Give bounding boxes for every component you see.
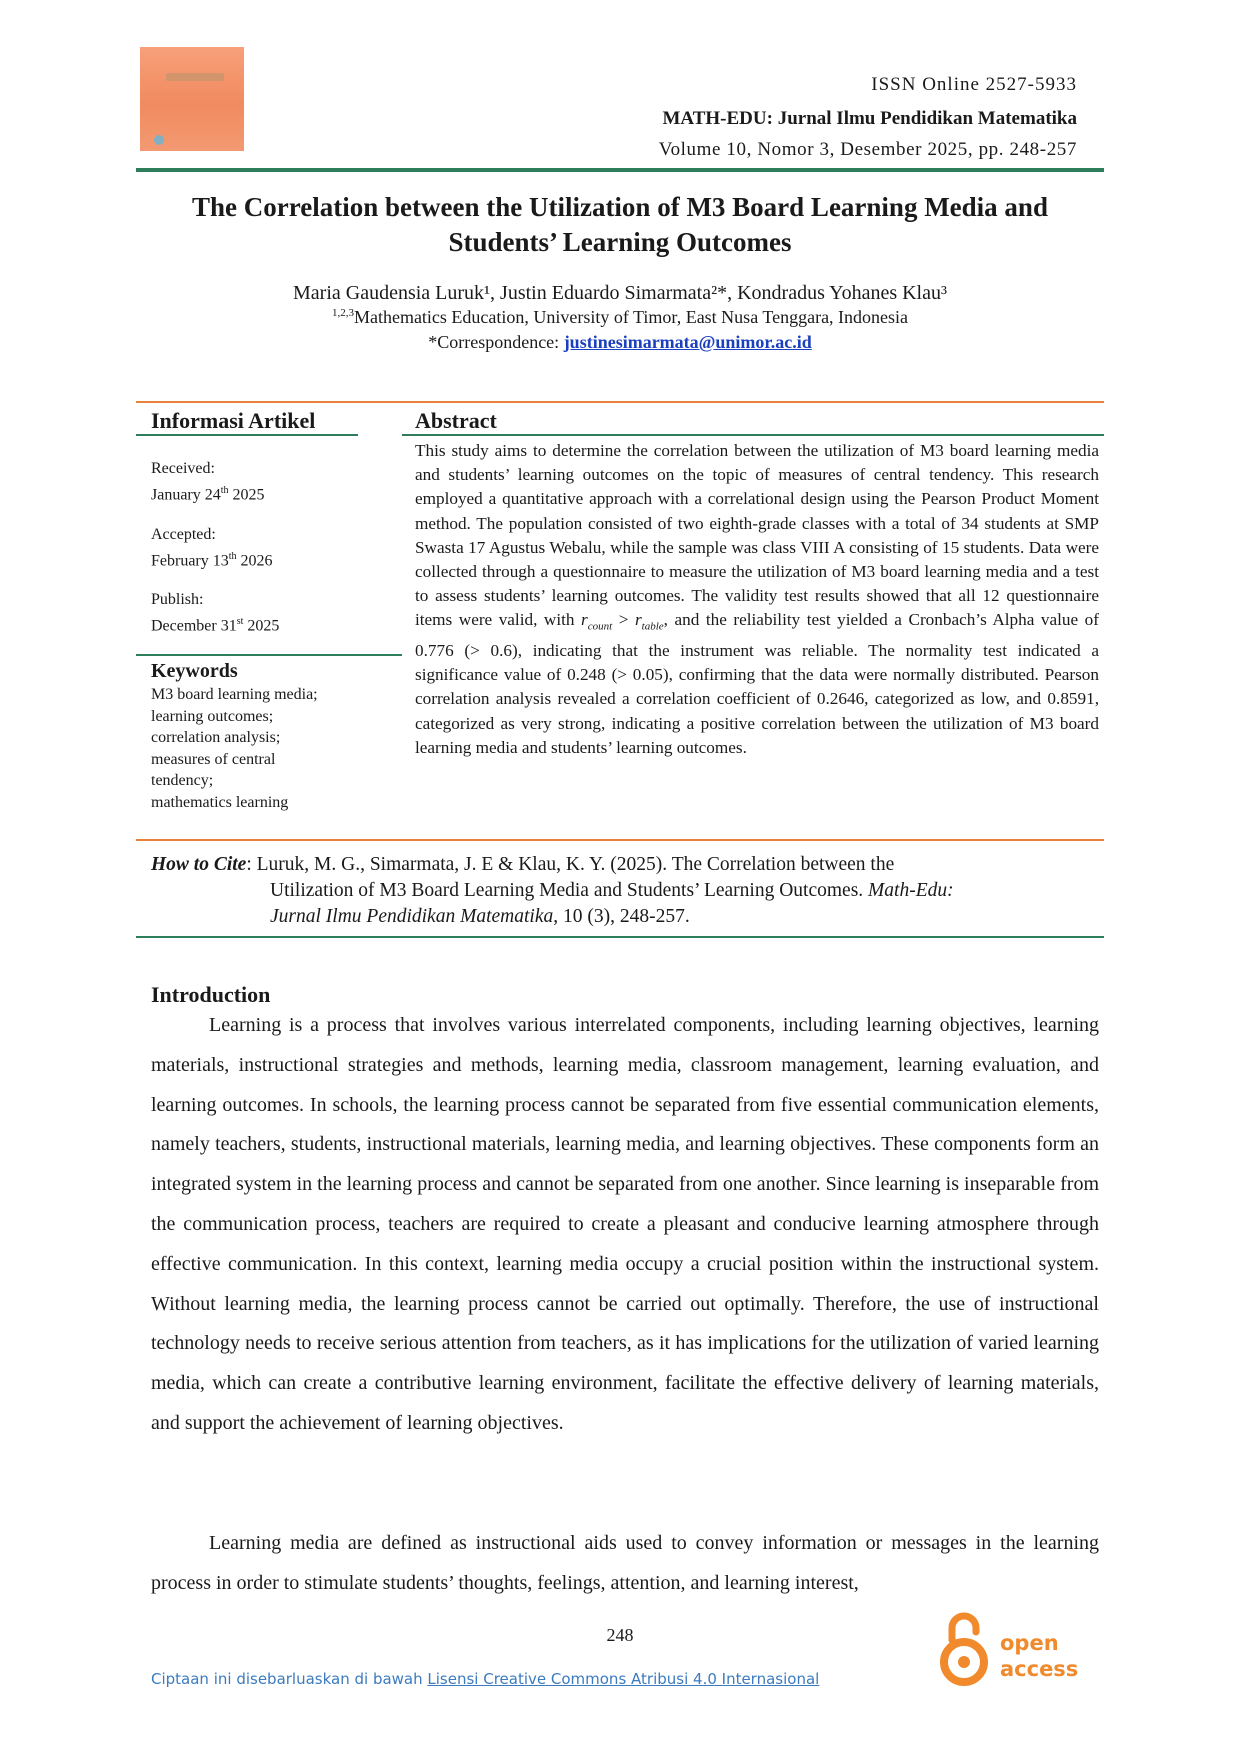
cite-bottom-rule [136, 936, 1104, 938]
keywords-heading: Keywords [151, 660, 238, 682]
license-footer: Ciptaan ini disebarluaskan di bawah Lisensi Creative Commons Atribusi 4.0 Internasional [151, 1670, 820, 1688]
abstract-heading: Abstract [415, 408, 497, 433]
cite-line-2: Utilization of M3 Board Learning Media and Students’ Learning Outcomes. Math-Edu: [270, 880, 954, 901]
issn: ISSN Online 2527-5933 [871, 74, 1077, 95]
volume-info: Volume 10, Nomor 3, Desember 2025, pp. 248-257 [658, 139, 1077, 160]
open-access-lock-icon [938, 1610, 994, 1690]
page-number: 248 [606, 1625, 634, 1645]
journal-name: MATH-EDU: Jurnal Ilmu Pendidikan Matematika [662, 108, 1077, 129]
keyword: mathematics learning [151, 793, 289, 811]
cite-top-rule [136, 839, 1104, 841]
cite-line-3: Jurnal Ilmu Pendidikan Matematika, 10 (3), 248-257. [270, 906, 690, 927]
header-rule [136, 168, 1104, 172]
how-to-cite: How to Cite: Luruk, M. G., Simarmata, J. E & Klau, K. Y. (2025). The Correlation between the [151, 854, 895, 875]
intro-paragraph-1: Learning is a process that involves various interrelated components, including learning objectives, learning materials, instructional strategies and methods, learning media, classroom management, learning evaluation, and learning outcomes. In schools, the learning process cannot be separated from five essential communication elements, namely teachers, students, instructional materials, learning media, and learning objectives. These components form an integrated system in the learning process and cannot be separated from one another. Since learning is inseparable from the communication process, teachers are required to create a pleasant and conducive learning atmosphere through effective communication. In this context, learning media occupy a crucial position within the instructional system. Without learning media, the learning process cannot be carried out optimally. Therefore, the use of instructional technology needs to receive serious attention from teachers, as it has implications for the utilization of varied learning media, which can create a contributive learning environment, facilitate the effective delivery of learning materials, and support the achievement of learning objectives. [151, 1014, 1099, 1434]
keyword: measures of central [151, 750, 276, 768]
journal-cover-logo [140, 47, 244, 151]
abstract-text: This study aims to determine the correlation between the utilization of M3 board learning media and students’ learning outcomes on the topic of measures of central tendency. This research employed a quantitative approach with a correlational design using the Pearson Product Moment method. The population consisted of two eighth-grade classes with a total of 34 students at SMP Swasta 17 Agustus Webalu, while the sample was class VIII A consisting of 15 students. Data were collected through a questionnaire to measure the utilization of M3 board learning media and a test to assess students’ learning outcomes. The validity test results showed that all 12 questionnaire items were valid, with $r_{count} > r_{table}$, and the reliability test yielded a Cronbach’s Alpha value of 0.776 (> 0.6), indicating that the instrument was reliable. The normality test indicated a significance value of 0.248 (> 0.05), confirming that the data were normally distributed. Pearson correlation analysis revealed a correlation coefficient of 0.2646, categorized as low, and 0.8591, categorized as very strong, indicating a positive correlation between the utilization of M3 board learning media and students’ learning outcomes. [415, 441, 1099, 757]
keyword: M3 board learning media; [151, 686, 318, 703]
keyword: learning outcomes; [151, 707, 274, 725]
publish-info: Publish: December 31st 2025 [151, 591, 280, 635]
intro-paragraph-2: Learning media are defined as instructional aids used to convey information or messages in the learning process in order to stimulate students’ thoughts, feelings, attention, and learning interest, [151, 1532, 1099, 1594]
affiliation: $^{1,2,3}$Mathematics Education, University of Timor, East Nusa Tenggara, Indonesia [331, 307, 909, 327]
email-link[interactable]: justinesimarmata@unimor.ac.id [563, 332, 812, 352]
correspondence: *Correspondence: justinesimarmata@unimor.ac.id [428, 332, 812, 352]
keywords-rule [136, 654, 402, 656]
abstract-rule [402, 434, 1104, 436]
keyword: tendency; [151, 772, 214, 790]
received-info: Received: January 24th 2025 [151, 460, 265, 504]
paper-title: The Correlation between the Utilization of M3 Board Learning Media and Students’ Learning Outcomes [192, 192, 1048, 257]
authors: Maria Gaudensia Luruk¹, Justin Eduardo Simarmata²*, Kondradus Yohanes Klau³ [293, 282, 947, 304]
info-rule [136, 434, 358, 436]
license-link[interactable]: Lisensi Creative Commons Atribusi 4.0 Internasional [427, 1670, 820, 1688]
introduction-heading: Introduction [151, 982, 271, 1007]
info-heading: Informasi Artikel [151, 408, 316, 433]
open-access-label: open access [1000, 1631, 1079, 1681]
keywords-list [151, 684, 381, 814]
box-top-rule [136, 401, 1104, 403]
accepted-info: Accepted: February 13th 2026 [151, 526, 273, 570]
keyword: correlation analysis; [151, 729, 281, 747]
